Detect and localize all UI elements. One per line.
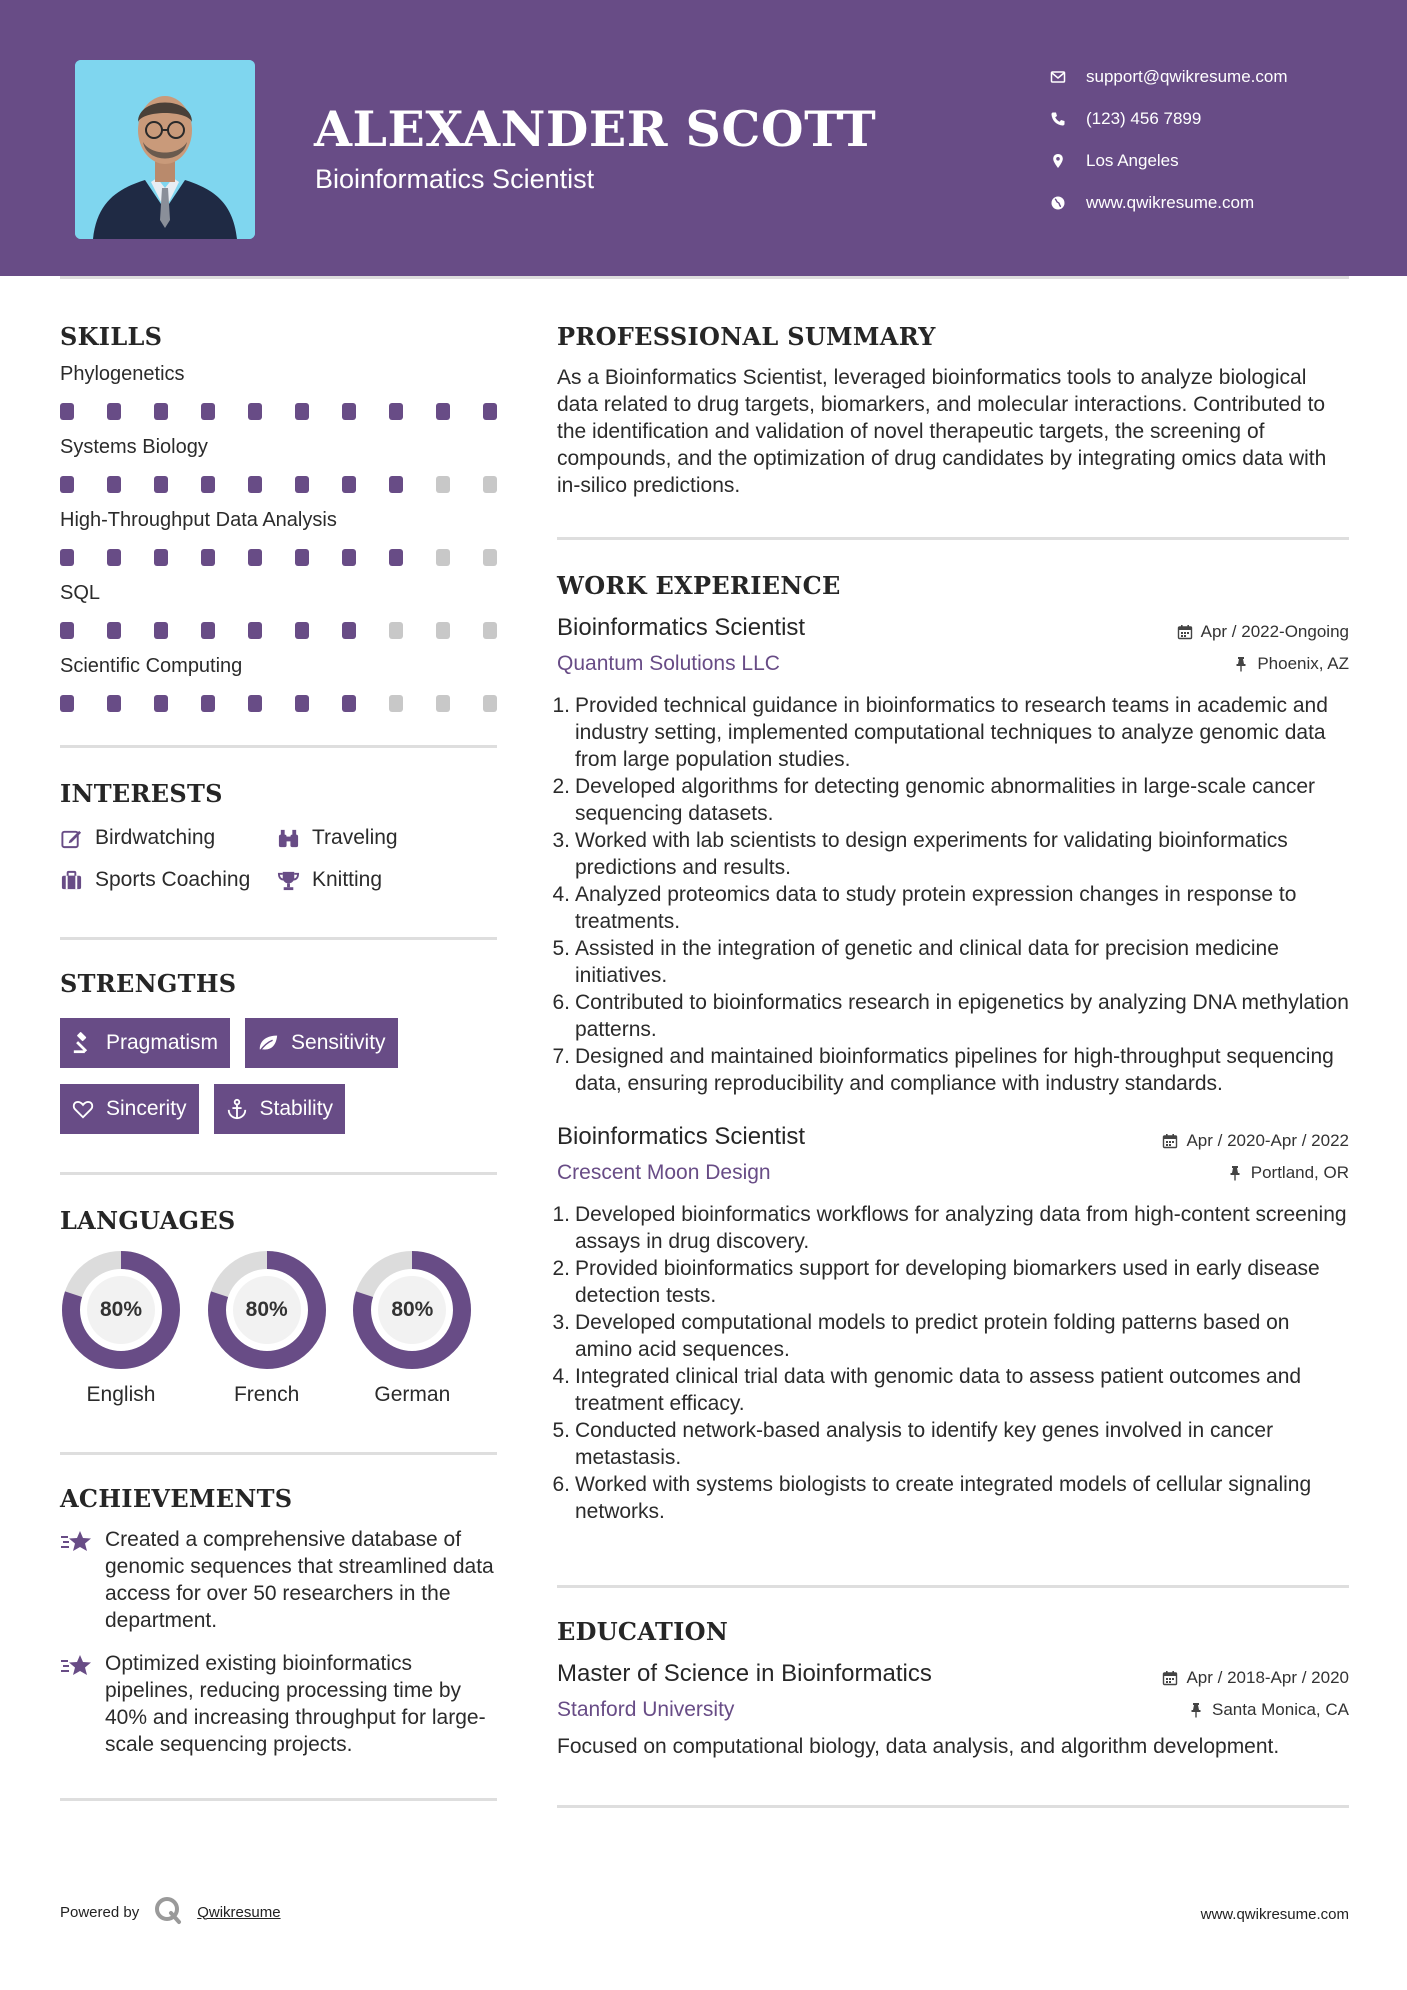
skill-dot-filled xyxy=(342,695,356,712)
anchor-icon xyxy=(226,1098,260,1120)
skill-dot-filled xyxy=(295,476,309,493)
bullet-text: Conducted network-based analysis to identify key genes involved in cancer metastasis. xyxy=(575,1419,1274,1469)
skill-dot-filled xyxy=(248,476,262,493)
person-portrait-image xyxy=(75,60,255,239)
skills-title: SKILLS xyxy=(60,322,163,351)
contact-phone[interactable] xyxy=(1050,98,1380,140)
skill-dot-empty xyxy=(389,695,403,712)
calendar-icon xyxy=(1162,1133,1186,1149)
bullet-number: 6. xyxy=(552,1473,570,1496)
section-divider xyxy=(60,1452,497,1455)
bullet-text: Analyzed proteomics data to study protein expression changes in response to treatments. xyxy=(575,883,1297,933)
candidate-name: ALEXANDER SCOTT xyxy=(314,100,877,158)
language-ring xyxy=(206,1249,328,1371)
globe-icon xyxy=(1050,195,1086,211)
skill-dot-empty xyxy=(389,622,403,639)
interest-item xyxy=(277,868,497,892)
envelope-icon xyxy=(1050,69,1086,85)
job-title: Bioinformatics Scientist xyxy=(557,1123,806,1150)
bullet-number: 4. xyxy=(552,1365,570,1388)
skill-dot-empty xyxy=(483,549,497,566)
skill-level-dots xyxy=(60,695,497,715)
skill-level-dots xyxy=(60,403,497,423)
job-entry xyxy=(552,1123,1349,1525)
interest-label: Knitting xyxy=(312,868,383,891)
language-percent: 80% xyxy=(391,1298,434,1321)
skill-dot-filled xyxy=(483,403,497,420)
skills-list xyxy=(60,363,497,715)
resume-header xyxy=(0,0,1407,276)
bullet-number: 4. xyxy=(552,883,570,906)
bullet-number: 1. xyxy=(552,694,570,717)
section-divider xyxy=(557,1805,1349,1808)
skill-dot-filled xyxy=(295,403,309,420)
language-name: French xyxy=(233,1383,300,1406)
bullet-text: Worked with lab scientists to design experiments for validating bioinformatics predictions and results. xyxy=(575,829,1288,879)
education-title: EDUCATION xyxy=(557,1617,729,1646)
candidate-role: Bioinformatics Scientist xyxy=(315,164,595,194)
job-date xyxy=(1177,622,1349,642)
header-divider xyxy=(60,276,1349,279)
job-date-text: Apr / 2020-Apr / 2022 xyxy=(1186,1131,1349,1150)
left-column xyxy=(60,322,497,1801)
bullet-text: Contributed to bioinformatics research in epigenetics by analyzing DNA methylation patterns. xyxy=(575,991,1349,1041)
bullet-text: Developed algorithms for detecting genomic abnormalities in large-scale cancer sequencing datasets. xyxy=(575,775,1316,825)
skill-dot-filled xyxy=(342,476,356,493)
skill-dot-filled xyxy=(107,695,121,712)
strength-label: Sincerity xyxy=(106,1097,187,1120)
trophy-icon xyxy=(277,869,312,892)
strength-tag xyxy=(214,1084,346,1134)
strengths-title: STRENGTHS xyxy=(60,969,237,998)
job-bullet xyxy=(552,1417,1349,1471)
section-divider xyxy=(60,1172,497,1175)
job-location-text: Phoenix, AZ xyxy=(1257,654,1349,673)
education-location xyxy=(1188,1700,1349,1720)
skill-dot-filled xyxy=(342,549,356,566)
bullet-number: 1. xyxy=(552,1203,570,1226)
star-badge-icon xyxy=(60,1650,105,1758)
achievements-section xyxy=(60,1484,497,1758)
job-bullet xyxy=(552,935,1349,989)
calendar-icon xyxy=(1177,624,1201,640)
skill-dot-filled xyxy=(389,403,403,420)
job-bullet xyxy=(552,1255,1349,1309)
language-percent: 80% xyxy=(245,1298,288,1321)
skill-dot-empty xyxy=(436,695,450,712)
footer-website[interactable]: www.qwikresume.com xyxy=(1200,1906,1349,1923)
experience-title: WORK EXPERIENCE xyxy=(557,571,841,600)
skill-dot-empty xyxy=(436,476,450,493)
summary-section xyxy=(557,322,1349,499)
education-degree: Master of Science in Bioinformatics xyxy=(557,1660,932,1687)
skill-dot-filled xyxy=(60,403,74,420)
education-location-text: Santa Monica, CA xyxy=(1211,1700,1349,1719)
pushpin-icon xyxy=(1227,1165,1251,1181)
strength-tag xyxy=(60,1018,230,1068)
job-bullet xyxy=(552,1363,1349,1417)
section-divider xyxy=(60,1798,497,1801)
right-column xyxy=(552,322,1349,1808)
skill-dot-filled xyxy=(248,549,262,566)
education-section xyxy=(557,1617,1349,1760)
skill-dot-filled xyxy=(342,622,356,639)
interest-label: Traveling xyxy=(312,826,398,849)
skill-dot-filled xyxy=(107,622,121,639)
skill-name: SQL xyxy=(60,582,101,604)
skill-dot-filled xyxy=(154,622,168,639)
achievements-title: ACHIEVEMENTS xyxy=(60,1484,293,1513)
calendar-icon xyxy=(1162,1670,1186,1686)
job-bullet xyxy=(552,881,1349,935)
skill-dot-filled xyxy=(342,403,356,420)
skill-dot-empty xyxy=(483,695,497,712)
contact-location xyxy=(1050,140,1380,182)
skill-dot-filled xyxy=(60,695,74,712)
contact-list xyxy=(1050,56,1380,224)
strengths-section xyxy=(60,969,497,1134)
summary-title: PROFESSIONAL SUMMARY xyxy=(557,322,936,351)
strength-label: Pragmatism xyxy=(106,1031,219,1054)
skill-dot-filled xyxy=(154,403,168,420)
skill-dot-filled xyxy=(248,403,262,420)
job-bullet xyxy=(552,1471,1349,1525)
footer-powered-by xyxy=(60,1895,281,1929)
powered-by-text: Powered by xyxy=(60,1903,140,1921)
skill-dot-filled xyxy=(248,695,262,712)
education-date xyxy=(1162,1668,1349,1688)
skill-dot-filled xyxy=(201,695,215,712)
education-description: Focused on computational biology, data analysis, and algorithm development. xyxy=(557,1735,1280,1758)
bullet-text: Designed and maintained bioinformatics pipelines for high-throughput sequencing data, ensuring reproducibility and compliance with industry standards. xyxy=(575,1045,1334,1095)
languages-section xyxy=(60,1206,497,1407)
bullet-number: 2. xyxy=(552,775,570,798)
skill-dot-filled xyxy=(107,476,121,493)
job-bullet xyxy=(552,773,1349,827)
star-badge-icon xyxy=(60,1526,105,1634)
qwikresume-link[interactable]: Qwikresume xyxy=(197,1903,281,1921)
job-bullet xyxy=(552,692,1349,773)
strengths-list xyxy=(60,1018,497,1134)
job-company: Quantum Solutions LLC xyxy=(557,652,780,675)
bullet-number: 2. xyxy=(552,1257,570,1280)
leaf-icon xyxy=(257,1032,291,1054)
language-item xyxy=(351,1249,497,1407)
profile-photo xyxy=(75,60,255,239)
languages-title: LANGUAGES xyxy=(60,1206,236,1235)
skill-dot-filled xyxy=(295,549,309,566)
interest-item xyxy=(60,868,277,892)
skill-dot-filled xyxy=(60,476,74,493)
skill-dot-filled xyxy=(389,549,403,566)
job-bullet xyxy=(552,1309,1349,1363)
contact-website-text: www.qwikresume.com xyxy=(1086,193,1255,212)
achievement-text: Optimized existing bioinformatics pipelines, reducing processing time by 40% and increasing throughput for large-scale sequencing projects. xyxy=(105,1652,486,1756)
interests-list xyxy=(60,826,497,892)
language-ring xyxy=(60,1249,182,1371)
map-pin-icon xyxy=(1050,153,1086,169)
job-location-text: Portland, OR xyxy=(1250,1163,1349,1182)
experience-section xyxy=(552,571,1349,1525)
bullet-number: 5. xyxy=(552,1419,570,1442)
bullet-number: 3. xyxy=(552,1311,570,1334)
job-bullet xyxy=(552,989,1349,1043)
bullet-text: Provided bioinformatics support for developing biomarkers used in early disease detection tests. xyxy=(575,1257,1320,1307)
bullet-number: 6. xyxy=(552,991,570,1014)
gavel-icon xyxy=(72,1032,106,1054)
skill-dot-filled xyxy=(201,476,215,493)
skill-level-dots xyxy=(60,622,497,642)
skill-dot-filled xyxy=(201,622,215,639)
pushpin-icon xyxy=(1188,1702,1212,1718)
language-item xyxy=(60,1249,206,1407)
bullet-text: Developed computational models to predict protein folding patterns based on amino acid sequences. xyxy=(575,1311,1290,1361)
strength-label: Stability xyxy=(259,1097,334,1120)
strength-tag xyxy=(60,1084,199,1134)
skill-level-dots xyxy=(60,549,497,569)
section-divider xyxy=(557,1585,1349,1588)
bullet-text: Integrated clinical trial data with genomic data to assess patient outcomes and treatment efficacy. xyxy=(575,1365,1302,1415)
job-location xyxy=(1227,1163,1349,1183)
interest-item xyxy=(277,826,497,850)
language-percent: 80% xyxy=(99,1298,143,1321)
skill-dot-filled xyxy=(107,403,121,420)
section-divider xyxy=(557,537,1349,540)
skill-dot-empty xyxy=(436,549,450,566)
bullet-number: 3. xyxy=(552,829,570,852)
language-item xyxy=(206,1249,352,1407)
contact-website[interactable] xyxy=(1050,182,1380,224)
binoculars-icon xyxy=(277,827,312,850)
job-bullets xyxy=(552,1201,1349,1525)
language-name: English xyxy=(86,1383,156,1406)
pushpin-icon xyxy=(1233,656,1257,672)
skill-name: High-Throughput Data Analysis xyxy=(60,509,337,531)
job-title: Bioinformatics Scientist xyxy=(557,614,806,641)
skill-name: Systems Biology xyxy=(60,436,208,458)
contact-location-text: Los Angeles xyxy=(1086,151,1179,170)
skill-dot-filled xyxy=(201,549,215,566)
skill-dot-empty xyxy=(483,622,497,639)
skill-dot-filled xyxy=(201,403,215,420)
edit-icon xyxy=(60,827,95,850)
language-name: German xyxy=(374,1383,451,1406)
job-bullets xyxy=(552,692,1349,1097)
contact-phone-text: (123) 456 7899 xyxy=(1086,109,1202,128)
strength-tag xyxy=(245,1018,398,1068)
interests-title: INTERESTS xyxy=(60,779,223,808)
achievement-item xyxy=(60,1526,497,1634)
phone-icon xyxy=(1050,111,1086,127)
skill-dot-filled xyxy=(295,622,309,639)
skill-dot-empty xyxy=(483,476,497,493)
bullet-text: Provided technical guidance in bioinformatics to research teams in academic and industry setting, implemented computational techniques to analyze genomic data from large population studies. xyxy=(575,694,1328,771)
skill-dot-empty xyxy=(436,622,450,639)
skills-section xyxy=(60,322,497,715)
language-ring xyxy=(351,1249,473,1371)
bullet-text: Worked with systems biologists to create integrated models of cellular signaling networks. xyxy=(575,1473,1312,1523)
interest-label: Birdwatching xyxy=(95,826,216,849)
skill-dot-filled xyxy=(107,549,121,566)
skill-dot-filled xyxy=(154,695,168,712)
interests-section xyxy=(60,779,497,892)
bullet-text: Assisted in the integration of genetic and clinical data for precision medicine initiatives. xyxy=(575,937,1279,987)
skill-dot-filled xyxy=(436,403,450,420)
job-location xyxy=(1233,654,1349,674)
qwikresume-logo-icon xyxy=(153,1895,183,1929)
bullet-number: 5. xyxy=(552,937,570,960)
heart-icon xyxy=(72,1098,106,1120)
job-bullet xyxy=(552,1201,1349,1255)
interest-label: Sports Coaching xyxy=(95,868,251,891)
job-date xyxy=(1162,1131,1349,1151)
skill-dot-filled xyxy=(248,622,262,639)
job-date-text: Apr / 2022-Ongoing xyxy=(1200,622,1349,641)
contact-email[interactable] xyxy=(1050,56,1380,98)
languages-list xyxy=(60,1249,497,1407)
suitcase-icon xyxy=(60,869,95,892)
section-divider xyxy=(60,745,497,748)
job-entry xyxy=(552,614,1349,1097)
education-school: Stanford University xyxy=(557,1698,735,1721)
skill-dot-filled xyxy=(154,476,168,493)
job-company: Crescent Moon Design xyxy=(557,1161,771,1184)
achievement-item xyxy=(60,1650,497,1758)
strength-label: Sensitivity xyxy=(291,1031,386,1054)
skill-dot-filled xyxy=(60,549,74,566)
skill-dot-filled xyxy=(389,476,403,493)
bullet-number: 7. xyxy=(552,1045,570,1068)
skill-dot-filled xyxy=(60,622,74,639)
skill-dot-filled xyxy=(154,549,168,566)
contact-email-text: support@qwikresume.com xyxy=(1086,67,1288,86)
bullet-text: Developed bioinformatics workflows for analyzing data from high-content screening assays in drug discovery. xyxy=(575,1203,1347,1253)
summary-text: As a Bioinformatics Scientist, leveraged bioinformatics tools to analyze biological data related to drug targets, biomarkers, and molecular interactions. Contributed to the identification and validation of novel therapeutic targets, the screening of compounds, and the optimization of drug candidates by integrating omics data with in-silico predictions. xyxy=(557,366,1327,497)
skill-level-dots xyxy=(60,476,497,496)
skill-name: Scientific Computing xyxy=(60,655,243,677)
interest-item xyxy=(60,826,277,850)
skill-dot-filled xyxy=(295,695,309,712)
education-date-text: Apr / 2018-Apr / 2020 xyxy=(1186,1668,1349,1687)
achievement-text: Created a comprehensive database of genomic sequences that streamlined data access for over 50 researchers in the department. xyxy=(105,1528,494,1632)
section-divider xyxy=(60,937,497,940)
skill-name: Phylogenetics xyxy=(60,363,185,385)
job-bullet xyxy=(552,827,1349,881)
job-bullet xyxy=(552,1043,1349,1097)
